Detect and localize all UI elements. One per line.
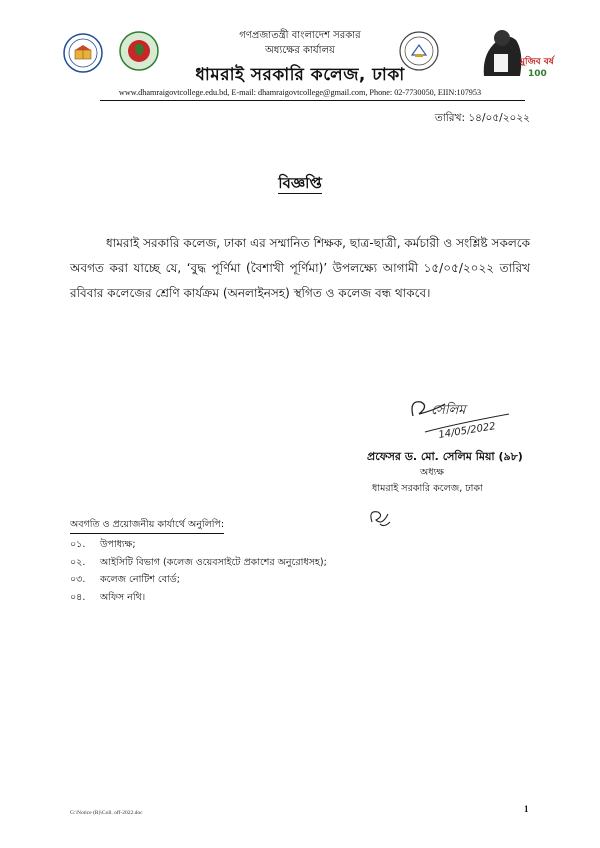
cc-text: অফিস নথি। [100, 591, 146, 603]
notice-body: ধামরাই সরকারি কলেজ, ঢাকা এর সম্মানিত শিক্ষক, ছাত্র-ছাত্রী, কর্মচারী ও সংশ্লিষ্ট সকলকে অবগত করা যাচ্ছে যে, ‘বুদ্ধ পূর্ণিমা (বৈশাখী পূর্ণিমা)’ উপলক্ষ্যে আগামী ১৫/০৫/২০২২ তারিখ রবিবার কলেজের শ্রেণি কার্যক্রম (অনলাইনসহ) স্থগিত ও কলেজ বন্ধ থাকবে। [70, 236, 530, 300]
cc-number: ০২. [70, 556, 86, 568]
signature-mark [405, 392, 515, 444]
header-divider [100, 100, 525, 101]
initial-mark [366, 506, 396, 532]
notice-title-wrap [0, 172, 600, 197]
signature-date: 14/05/2022 [437, 421, 497, 441]
notice-title: বিজ্ঞপ্তি [278, 174, 322, 192]
page-number: 1 [524, 804, 529, 814]
office-title: অধ্যক্ষের কার্যালয় [265, 45, 335, 56]
signatory-college: ধামরাই সরকারি কলেজ, ঢাকা [372, 483, 483, 494]
cc-number: ০৩. [70, 574, 86, 585]
cc-text: আইসিটি বিভাগ (কলেজ ওয়েবসাইটে প্রকাশের অনুরোধসহ); [100, 556, 327, 568]
cc-title: অবগতি ও প্রয়োজনীয় কার্যার্থে অনুলিপি: [70, 518, 224, 534]
cc-text: কলেজ নোটিশ বোর্ড; [100, 574, 180, 585]
cc-text: উপাধ্যক্ষ; [100, 539, 136, 550]
signature-handwriting: সেলিম [431, 403, 466, 418]
cc-number: ০৪. [70, 591, 86, 603]
mujib-logo-number: 100 [528, 69, 547, 79]
list-item [70, 556, 327, 574]
notice-date: তারিখ: ১৪/০৫/২০২২ [434, 112, 530, 124]
cc-number: ০১. [70, 539, 86, 550]
footer-file-path: G:\Notice (R)\Coll. off-2022.doc [70, 810, 143, 816]
list-item [70, 573, 327, 591]
list-item [70, 591, 327, 609]
signatory-name: প্রফেসর ড. মো. সেলিম মিয়া (৯৮) [367, 450, 523, 463]
government-title: গণপ্রজাতন্ত্রী বাংলাদেশ সরকার [239, 30, 361, 41]
contact-line: www.dhamraigovtcollege.edu.bd, E-mail: dhamraigovtcollege@gmail.com, Phone: 02-7730050, EIIN:107953 [118, 88, 482, 97]
signatory-designation: অধ্যক্ষ [420, 467, 445, 478]
cc-list [70, 538, 327, 608]
mujib-logo-text: মুজিব বর্ষ [520, 57, 554, 67]
college-name: ধামরাই সরকারি কলেজ, ঢাকা [195, 65, 405, 85]
list-item [70, 538, 327, 556]
